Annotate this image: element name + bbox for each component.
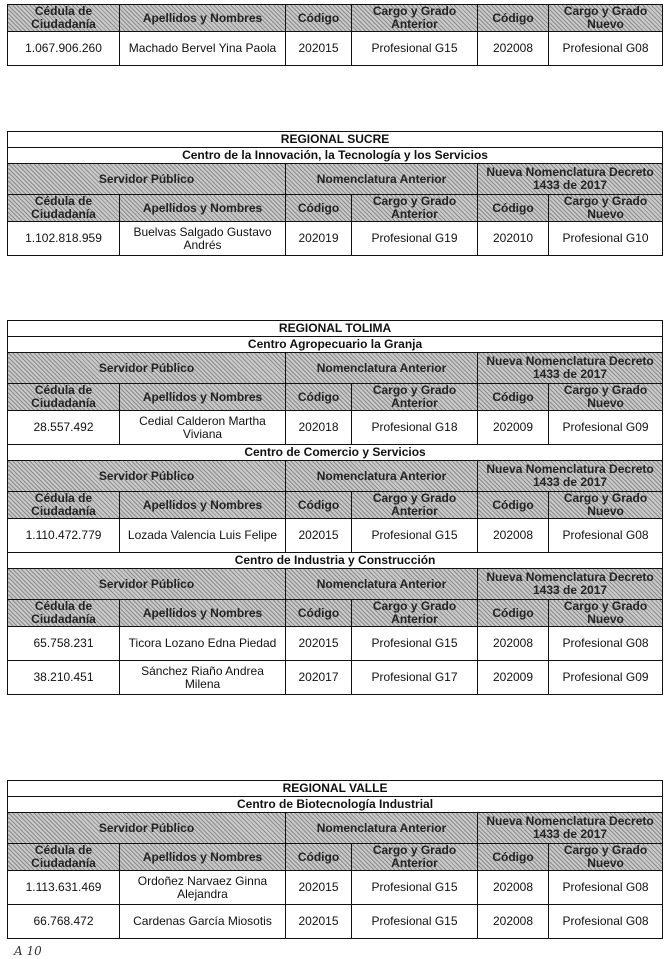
codigo-ant: 202018 [286, 411, 352, 445]
codigo-new: 202009 [478, 411, 549, 445]
col-cargo-new: Cargo y Grado Nuevo [549, 600, 663, 627]
cargo-ant: Profesional G15 [352, 519, 478, 553]
center-title: Centro Agropecuario la Granja [8, 337, 663, 353]
group-servidor: Servidor Público [8, 461, 286, 492]
cedula: 1.067.906.260 [8, 32, 120, 66]
center-title: Centro de la Innovación, la Tecnología y los Servicios [8, 148, 663, 164]
col-codigo-ant: Código [286, 600, 352, 627]
codigo-new: 202008 [478, 32, 549, 66]
table-row [8, 32, 663, 66]
col-codigo-new: Código [478, 492, 549, 519]
cedula: 65.758.231 [8, 627, 120, 661]
page-mark: A 10 [14, 944, 42, 958]
codigo-new: 202009 [478, 661, 549, 695]
group-nom-anterior: Nomenclatura Anterior [286, 569, 478, 600]
col-cedula: Cédula de Ciudadanía [8, 492, 120, 519]
table-row [8, 222, 663, 256]
cargo-ant: Profesional G18 [352, 411, 478, 445]
codigo-ant: 202017 [286, 661, 352, 695]
codigo-new: 202008 [478, 871, 549, 905]
col-nombres: Apellidos y Nombres [120, 492, 286, 519]
col-cargo-ant: Cargo y Grado Anterior [352, 492, 478, 519]
col-nombres: Apellidos y Nombres [120, 844, 286, 871]
codigo-new: 202008 [478, 905, 549, 939]
col-cedula: Cédula de Ciudadanía [8, 195, 120, 222]
nombre: Machado Bervel Yina Paola [120, 32, 286, 66]
codigo-ant: 202019 [286, 222, 352, 256]
regional-title: REGIONAL TOLIMA [8, 321, 663, 337]
nombre: Buelvas Salgado Gustavo Andrés [120, 222, 286, 256]
col-codigo-ant: Código [286, 5, 352, 32]
table-row [8, 871, 663, 905]
nombre: Cardenas García Miosotis [120, 905, 286, 939]
col-codigo-ant: Código [286, 844, 352, 871]
group-nueva: Nueva Nomenclatura Decreto 1433 de 2017 [478, 813, 663, 844]
col-cargo-new: Cargo y Grado Nuevo [549, 5, 663, 32]
regional-title: REGIONAL VALLE [8, 781, 663, 797]
col-codigo-ant: Código [286, 384, 352, 411]
cargo-ant: Profesional G19 [352, 222, 478, 256]
cedula: 38.210.451 [8, 661, 120, 695]
group-nueva: Nueva Nomenclatura Decreto 1433 de 2017 [478, 353, 663, 384]
group-servidor: Servidor Público [8, 569, 286, 600]
col-cargo-ant: Cargo y Grado Anterior [352, 844, 478, 871]
codigo-new: 202010 [478, 222, 549, 256]
col-nombres: Apellidos y Nombres [120, 5, 286, 32]
codigo-new: 202008 [478, 627, 549, 661]
group-servidor: Servidor Público [8, 164, 286, 195]
regional-valle-table [7, 780, 663, 939]
nombre: Ticora Lozano Edna Piedad [120, 627, 286, 661]
col-nombres: Apellidos y Nombres [120, 195, 286, 222]
cargo-new: Profesional G08 [549, 871, 663, 905]
top-table [7, 4, 663, 66]
col-codigo-ant: Código [286, 195, 352, 222]
cargo-new: Profesional G08 [549, 905, 663, 939]
regional-sucre-table [7, 131, 663, 256]
col-cargo-ant: Cargo y Grado Anterior [352, 5, 478, 32]
col-nombres: Apellidos y Nombres [120, 600, 286, 627]
cargo-ant: Profesional G15 [352, 905, 478, 939]
col-codigo-new: Código [478, 5, 549, 32]
group-nueva: Nueva Nomenclatura Decreto 1433 de 2017 [478, 164, 663, 195]
center-title: Centro de Biotecnología Industrial [8, 797, 663, 813]
col-cargo-ant: Cargo y Grado Anterior [352, 384, 478, 411]
regional-title: REGIONAL SUCRE [8, 132, 663, 148]
cargo-new: Profesional G08 [549, 519, 663, 553]
cargo-new: Profesional G08 [549, 627, 663, 661]
table-row [8, 411, 663, 445]
group-nom-anterior: Nomenclatura Anterior [286, 353, 478, 384]
cargo-ant: Profesional G15 [352, 871, 478, 905]
nombre: Lozada Valencia Luis Felipe [120, 519, 286, 553]
nombre: Cedial Calderon Martha Viviana [120, 411, 286, 445]
cargo-new: Profesional G09 [549, 661, 663, 695]
table-row [8, 627, 663, 661]
group-nom-anterior: Nomenclatura Anterior [286, 461, 478, 492]
center-title: Centro de Industria y Construcción [8, 553, 663, 569]
col-codigo-ant: Código [286, 492, 352, 519]
codigo-ant: 202015 [286, 32, 352, 66]
cedula: 1.110.472.779 [8, 519, 120, 553]
col-cedula: Cédula de Ciudadanía [8, 384, 120, 411]
cedula: 66.768.472 [8, 905, 120, 939]
cargo-new: Profesional G10 [549, 222, 663, 256]
col-cedula: Cédula de Ciudadanía [8, 844, 120, 871]
col-nombres: Apellidos y Nombres [120, 384, 286, 411]
codigo-new: 202008 [478, 519, 549, 553]
cargo-ant: Profesional G15 [352, 627, 478, 661]
cargo-new: Profesional G08 [549, 32, 663, 66]
table-row [8, 661, 663, 695]
table-row [8, 519, 663, 553]
cargo-ant: Profesional G15 [352, 32, 478, 66]
col-cargo-ant: Cargo y Grado Anterior [352, 600, 478, 627]
col-codigo-new: Código [478, 384, 549, 411]
col-codigo-new: Código [478, 844, 549, 871]
col-codigo-new: Código [478, 600, 549, 627]
group-servidor: Servidor Público [8, 353, 286, 384]
col-cedula: Cédula de Ciudadanía [8, 600, 120, 627]
cedula: 1.113.631.469 [8, 871, 120, 905]
col-codigo-new: Código [478, 195, 549, 222]
group-nueva: Nueva Nomenclatura Decreto 1433 de 2017 [478, 461, 663, 492]
center-title: Centro de Comercio y Servicios [8, 445, 663, 461]
codigo-ant: 202015 [286, 519, 352, 553]
cargo-ant: Profesional G17 [352, 661, 478, 695]
group-nom-anterior: Nomenclatura Anterior [286, 813, 478, 844]
cedula: 28.557.492 [8, 411, 120, 445]
col-cedula: Cédula de Ciudadanía [8, 5, 120, 32]
table-row [8, 905, 663, 939]
col-cargo-new: Cargo y Grado Nuevo [549, 492, 663, 519]
col-cargo-ant: Cargo y Grado Anterior [352, 195, 478, 222]
codigo-ant: 202015 [286, 871, 352, 905]
nombre: Ordoñez Narvaez Ginna Alejandra [120, 871, 286, 905]
group-nom-anterior: Nomenclatura Anterior [286, 164, 478, 195]
codigo-ant: 202015 [286, 627, 352, 661]
col-cargo-new: Cargo y Grado Nuevo [549, 195, 663, 222]
group-nueva: Nueva Nomenclatura Decreto 1433 de 2017 [478, 569, 663, 600]
codigo-ant: 202015 [286, 905, 352, 939]
col-cargo-new: Cargo y Grado Nuevo [549, 844, 663, 871]
cedula: 1.102.818.959 [8, 222, 120, 256]
nombre: Sánchez Riaño Andrea Milena [120, 661, 286, 695]
col-cargo-new: Cargo y Grado Nuevo [549, 384, 663, 411]
group-servidor: Servidor Público [8, 813, 286, 844]
cargo-new: Profesional G09 [549, 411, 663, 445]
regional-tolima-table [7, 320, 663, 695]
